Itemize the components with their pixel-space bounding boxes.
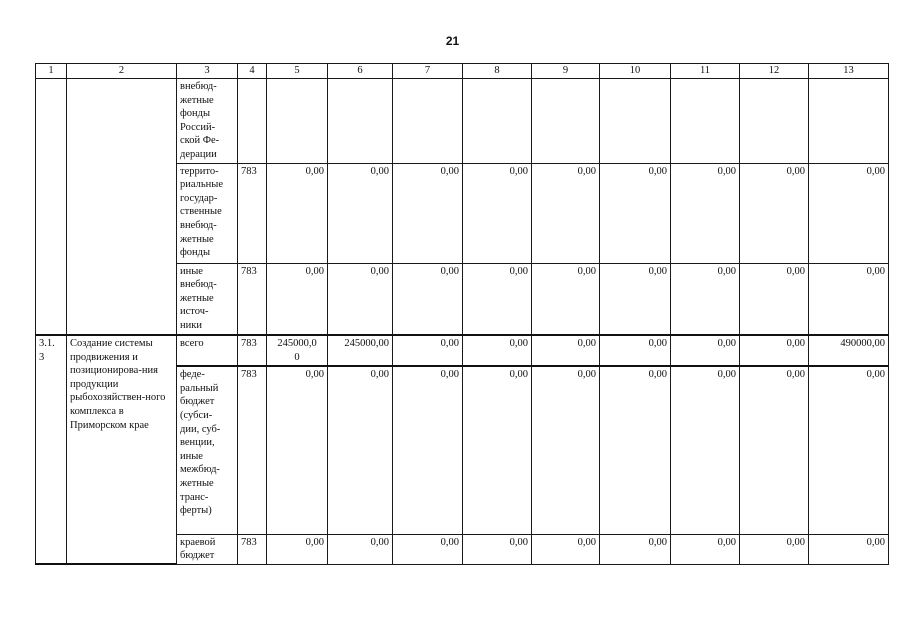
table-row xyxy=(36,335,889,366)
value-cell: 0,00 xyxy=(532,263,600,335)
value-cell: 0,00 xyxy=(740,263,809,335)
funding-source: иные внебюд- жетные источ- ники xyxy=(177,263,238,335)
value-cell xyxy=(671,79,740,164)
column-header: 12 xyxy=(740,64,809,79)
value-cell: 0,00 xyxy=(740,335,809,366)
column-header: 11 xyxy=(671,64,740,79)
value-cell: 0,00 xyxy=(671,335,740,366)
value-cell: 0,00 xyxy=(740,366,809,534)
value-cell: 0,00 xyxy=(463,263,532,335)
budget-code xyxy=(238,79,267,164)
value-cell: 0,00 xyxy=(393,263,463,335)
value-cell: 0,00 xyxy=(600,163,671,263)
column-header: 4 xyxy=(238,64,267,79)
value-cell: 0,00 xyxy=(463,163,532,263)
value-cell: 0,00 xyxy=(671,366,740,534)
budget-code: 783 xyxy=(238,534,267,564)
value-cell: 0,00 xyxy=(267,163,328,263)
value-cell: 0,00 xyxy=(393,366,463,534)
column-header: 2 xyxy=(67,64,177,79)
funding-source: террито- риальные государ- ственные внебюд- жетные фонды xyxy=(177,163,238,263)
budget-table xyxy=(35,63,889,565)
column-header: 9 xyxy=(532,64,600,79)
value-cell: 0,00 xyxy=(600,366,671,534)
value-cell: 0,00 xyxy=(740,534,809,564)
value-cell: 0,00 xyxy=(267,263,328,335)
value-cell: 490000,00 xyxy=(809,335,889,366)
value-cell: 0,00 xyxy=(532,335,600,366)
value-cell xyxy=(740,79,809,164)
column-header: 5 xyxy=(267,64,328,79)
value-cell: 0,00 xyxy=(809,163,889,263)
value-cell: 245000,0 0 xyxy=(267,335,328,366)
value-cell: 0,00 xyxy=(600,263,671,335)
page-number: 21 xyxy=(445,34,460,48)
budget-code: 783 xyxy=(238,335,267,366)
value-cell: 0,00 xyxy=(809,534,889,564)
funding-source: всего xyxy=(177,335,238,366)
value-cell: 0,00 xyxy=(600,335,671,366)
budget-code: 783 xyxy=(238,366,267,534)
budget-code: 783 xyxy=(238,263,267,335)
value-cell: 0,00 xyxy=(328,366,393,534)
funding-source: феде- ральный бюджет (субси- дии, суб- венции, иные межбюд- жетные транс- ферты) xyxy=(177,366,238,534)
item-number-cell: 3.1. 3 xyxy=(36,335,67,564)
value-cell: 0,00 xyxy=(463,366,532,534)
value-cell: 0,00 xyxy=(600,534,671,564)
value-cell xyxy=(393,79,463,164)
value-cell: 0,00 xyxy=(463,335,532,366)
value-cell: 0,00 xyxy=(463,534,532,564)
value-cell: 0,00 xyxy=(671,534,740,564)
value-cell xyxy=(463,79,532,164)
value-cell: 0,00 xyxy=(532,366,600,534)
value-cell: 245000,00 xyxy=(328,335,393,366)
budget-code: 783 xyxy=(238,163,267,263)
column-header: 7 xyxy=(393,64,463,79)
funding-source: внебюд- жетные фонды Россий- ской Фе- дерации xyxy=(177,79,238,164)
value-cell: 0,00 xyxy=(393,534,463,564)
table-row xyxy=(36,79,889,164)
item-number-cell xyxy=(36,79,67,336)
column-header: 1 xyxy=(36,64,67,79)
column-header: 8 xyxy=(463,64,532,79)
value-cell xyxy=(532,79,600,164)
value-cell xyxy=(809,79,889,164)
value-cell xyxy=(328,79,393,164)
value-cell xyxy=(267,79,328,164)
item-name-cell xyxy=(67,79,177,336)
value-cell: 0,00 xyxy=(532,163,600,263)
column-number-row xyxy=(36,64,889,79)
column-header: 6 xyxy=(328,64,393,79)
value-cell: 0,00 xyxy=(809,263,889,335)
value-cell: 0,00 xyxy=(671,263,740,335)
item-name-cell: Создание системы продвижения и позиционирова-ния продукции рыбохозяйствен-ного комплекса в Приморском крае xyxy=(67,335,177,564)
value-cell: 0,00 xyxy=(671,163,740,263)
value-cell: 0,00 xyxy=(809,366,889,534)
column-header: 13 xyxy=(809,64,889,79)
value-cell: 0,00 xyxy=(328,263,393,335)
value-cell xyxy=(600,79,671,164)
value-cell: 0,00 xyxy=(267,534,328,564)
value-cell: 0,00 xyxy=(532,534,600,564)
value-cell: 0,00 xyxy=(328,534,393,564)
value-cell: 0,00 xyxy=(267,366,328,534)
funding-source: краевой бюджет xyxy=(177,534,238,564)
value-cell: 0,00 xyxy=(393,163,463,263)
column-header: 3 xyxy=(177,64,238,79)
value-cell: 0,00 xyxy=(328,163,393,263)
column-header: 10 xyxy=(600,64,671,79)
value-cell: 0,00 xyxy=(740,163,809,263)
value-cell: 0,00 xyxy=(393,335,463,366)
